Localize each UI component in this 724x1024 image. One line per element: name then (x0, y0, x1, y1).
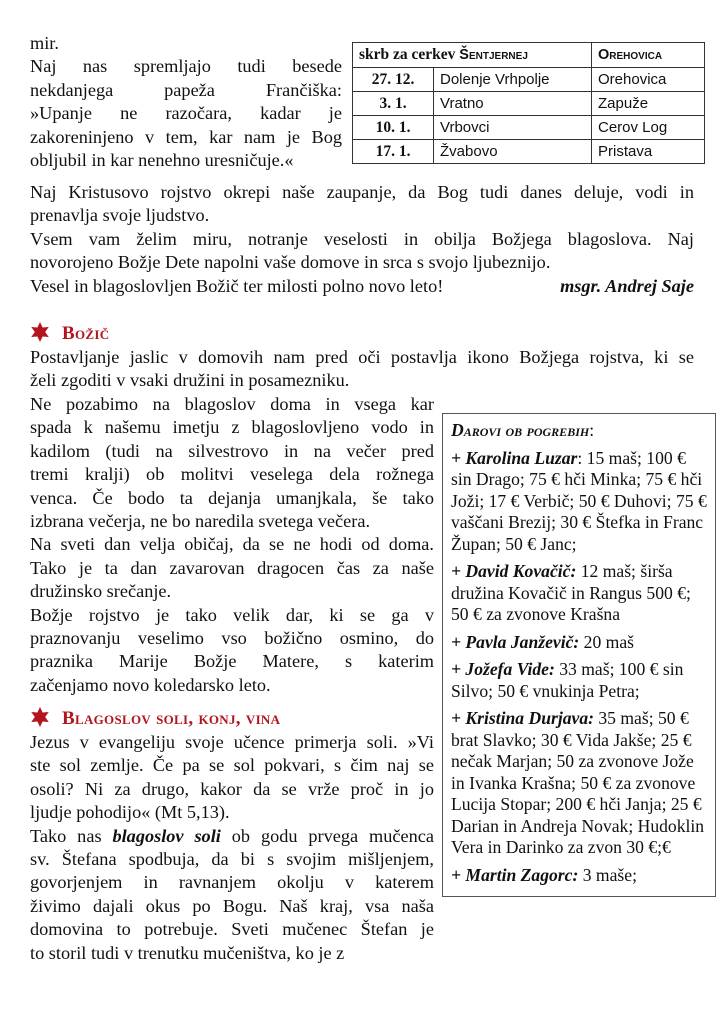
text-fragment: Tako nas (30, 825, 113, 846)
donation-entry (451, 659, 707, 702)
paragraph-line: novorojeno Božje Dete napolni vaše domove in srca s svojo ljubeznijo. (30, 252, 551, 273)
paragraph-line: želi zgoditi v vsaki družini in posamezniku. (30, 370, 350, 391)
paragraph-line: Ne pozabimo na blagoslov doma in vsega kar (30, 394, 434, 414)
donations-title (451, 420, 707, 442)
paragraph-line: spada k našemu imetju z blagoslovljeno vodo in (30, 417, 434, 438)
deceased-name: + David Kovačič: (451, 561, 577, 581)
header-orehovica (592, 43, 705, 68)
deceased-name: + Kristina Durjava: (451, 708, 594, 728)
donation-text: 35 maš; 50 € brat Slavko; 30 € Vida Jakše; 25 € nečak Marjan; 50 za zvonove Jože in Ivanka Krašna; 50 € za zvonove Lucija Stopar; 200 € hči Janja; 25 € Darian in Andreja Novak; Hudoklin Vera in Darinko za zvon 30 €;€ (451, 708, 705, 857)
header-orehovica-name: Orehovica (598, 47, 663, 63)
closing-line (30, 275, 694, 298)
table-row (353, 140, 705, 164)
blagoslov-column (30, 731, 434, 965)
paragraph-line: to storil tudi v trenutku mučeništva, ko je z (30, 942, 345, 963)
orehovica-cell: Orehovica (592, 68, 705, 92)
table-row (353, 116, 705, 140)
paragraph-line: Naj Kristusovo rojstvo okrepi naše zaupanje, da Bog tudi danes deluje, vodi in (30, 182, 694, 202)
orehovica-cell: Cerov Log (592, 116, 705, 140)
date-cell: 10. 1. (353, 116, 434, 140)
deceased-name: + Pavla Janževič: (451, 631, 580, 652)
paragraph-line: Postavljanje jaslic v domovih nam pred oči postavlja ikono Božjega rojstva, ki se (30, 347, 694, 367)
sentjernej-cell: Dolenje Vrhpolje (434, 68, 592, 92)
paragraph-line: ste sol zemlje. Če pa se sol pokvari, s čim naj se (30, 755, 434, 776)
paragraph-line (30, 825, 434, 848)
paragraph-line: praznovanju veselimo vso božično osmino, do (30, 628, 434, 649)
paragraph-line: govorjenjem in ravnanjem okolju v katerem (30, 872, 434, 893)
title-colon: : (589, 420, 595, 440)
paragraph-line: izbrana večerja, ne bo naredila svetega večera. (30, 511, 371, 532)
paragraph-line: sv. Štefana spodbuja, da bi s svojim mišljenjem, (30, 849, 434, 870)
donation-entry (451, 632, 707, 654)
paragraph-line: Tako je ta dan zavarovan dragocen čas za naše (30, 557, 434, 578)
sentjernej-cell: Vratno (434, 92, 592, 116)
donation-entry (451, 865, 707, 887)
paragraph-line: kadilom (tudi na silvestrovo in na večer pred (30, 440, 434, 461)
paragraph-line: Jezus v evangeliju svoje učence primerja soli. »Vi (30, 732, 434, 752)
bozic-intro (30, 346, 694, 393)
emphasis-blagoslov-soli: blagoslov soli (112, 825, 221, 846)
heading-text: Blagoslov soli, konj, vina (62, 708, 281, 729)
donations-box (442, 413, 716, 897)
donation-entry (451, 561, 707, 626)
donation-text: 20 maš (579, 631, 634, 652)
quote-line: »Upanje ne razočara, kadar je (30, 103, 342, 124)
deceased-name: + Jožefa Vide: (451, 659, 555, 679)
deceased-name: + Martin Zagorc: (451, 864, 579, 885)
donations-title-text: Darovi ob pogrebih (451, 420, 590, 440)
quote-line: Naj nas spremljajo tudi besede (30, 56, 342, 77)
paragraph-line: tremi kralji) ob molitvi veselega dela rožnega (30, 464, 434, 485)
paragraph-line: osoli? Ni za drugo, kakor da se vrže proč in jo (30, 778, 434, 799)
text-fragment: ob godu prvega mučenca (220, 825, 434, 846)
donation-text: 3 maše; (578, 864, 637, 885)
sentjernej-cell: Žvabovo (434, 140, 592, 164)
sentjernej-cell: Vrbovci (434, 116, 592, 140)
quote-line: nekdanjega papeža Frančiška: (30, 79, 342, 100)
section-heading-blagoslov (30, 707, 280, 730)
bozic-column (30, 393, 434, 697)
header-prefix: skrb za cerkev (359, 46, 460, 63)
donation-text: 33 maš; 100 € sin Silvo; 50 € vnukinja Petra; (451, 659, 684, 701)
heading-text: Božič (62, 323, 110, 344)
paragraph-line: ljudje pohodijo« (Mt 5,13). (30, 802, 230, 823)
orehovica-cell: Pristava (592, 140, 705, 164)
star-icon (30, 707, 50, 727)
paragraph-line: domovina to potrebuje. Sveti mučenec Štefan je (30, 919, 434, 940)
paragraph-line: Na sveti dan velja običaj, da se ne hodi od doma. (30, 534, 434, 555)
header-sentjernej (353, 43, 592, 68)
schedule-table (352, 42, 705, 164)
paragraph-line: družinsko srečanje. (30, 581, 172, 602)
date-cell: 3. 1. (353, 92, 434, 116)
separator: : (577, 447, 583, 468)
paragraph-line: prenavlja svoje ljudstvo. (30, 205, 210, 226)
paragraph-line: praznika Marije Božje Matere, s katerim (30, 651, 434, 672)
donation-entry (451, 708, 707, 859)
paragraph-line: Božje rojstvo je tako velik dar, ki se ga v (30, 604, 434, 625)
donation-entry (451, 448, 707, 556)
paragraph-line: Vsem vam želim miru, notranje veselosti in obilja Božjega blagoslova. Naj (30, 228, 694, 249)
table-row (353, 68, 705, 92)
orehovica-cell: Zapuže (592, 92, 705, 116)
schedule-table-wrapper (352, 42, 705, 164)
date-cell: 27. 12. (353, 68, 434, 92)
closing-text: Vesel in blagoslovljen Božič ter milosti polno novo leto! (30, 275, 444, 296)
paragraph-line: živimo dajali okus po Bogu. Naš kraj, vsa naša (30, 895, 434, 916)
paragraph-line: začenjamo novo koledarsko leto. (30, 674, 271, 695)
table-row (353, 92, 705, 116)
header-sentjernej-name: Šentjernej (459, 47, 528, 63)
quote-line: obljubil in kar nenehno uresničuje.« (30, 150, 294, 171)
intro-column (30, 32, 342, 172)
intro-full-width (30, 181, 694, 298)
date-cell: 17. 1. (353, 140, 434, 164)
text-mir: mir. (30, 33, 59, 53)
donation-text: 15 maš; 100 € sin Drago; 75 € hči Minka; 75 € hči Joži; 17 € Verbič; 50 € Duhovi; 75 € vaščani Brezij; 30 € Štefka in Franc Župan; 50 € Janc; (451, 447, 707, 554)
section-heading-bozic (30, 322, 109, 345)
deceased-name: + Karolina Luzar (451, 447, 578, 468)
quote-line: zakoreninjeno v tem, kar nam je Bog (30, 126, 342, 147)
paragraph-line: venca. Če bodo ta dejanja umanjkala, še tako (30, 487, 434, 508)
star-icon (30, 322, 50, 342)
schedule-header-row (353, 43, 705, 68)
donation-text: 12 maš; širša družina Kovačič in Rangus 500 €; 50 € za zvonove Krašna (451, 561, 691, 624)
signature: msgr. Andrej Saje (560, 275, 694, 296)
